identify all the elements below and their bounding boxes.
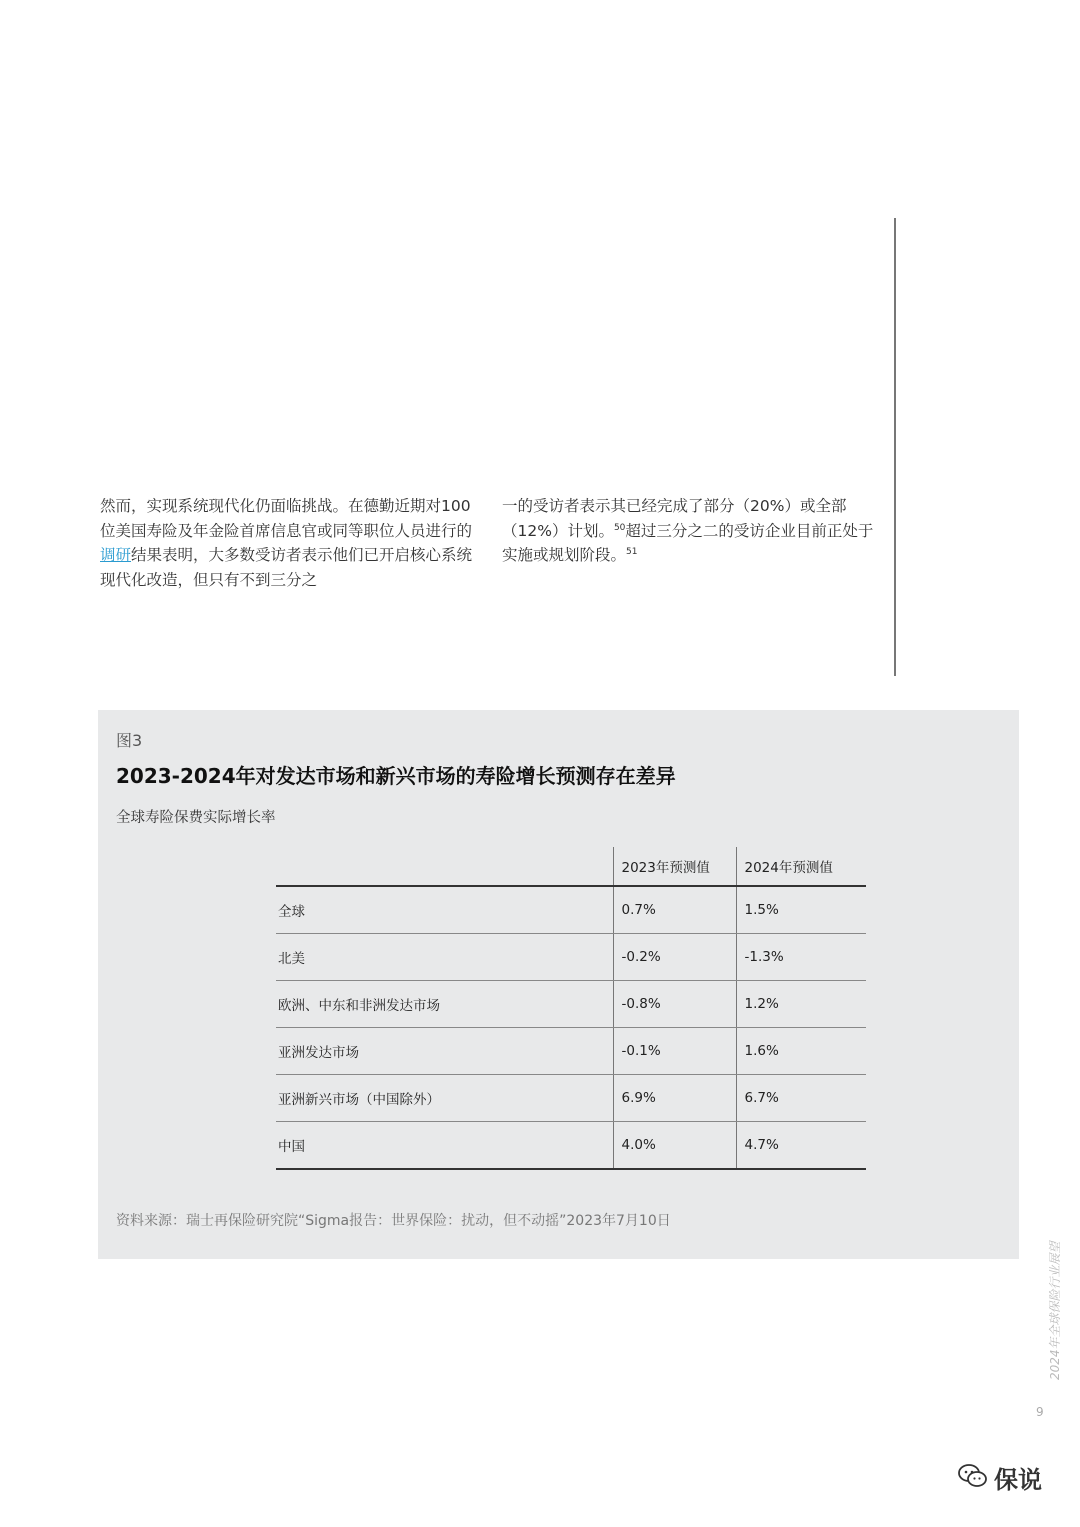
value-2024-cell: 6.7% [736, 1075, 866, 1122]
body-text-right [502, 494, 884, 568]
region-cell: 亚洲发达市场 [276, 1028, 613, 1075]
body-text-part: 超过三分之二的受访企业目前正处于实施或规划阶段。 [502, 521, 874, 564]
value-2023-cell: 6.9% [613, 1075, 736, 1122]
table-row [276, 1122, 866, 1170]
region-cell: 中国 [276, 1122, 613, 1170]
value-2024-cell: -1.3% [736, 934, 866, 981]
table-row [276, 1028, 866, 1075]
table-row [276, 1075, 866, 1122]
growth-table [276, 847, 866, 1170]
value-2024-cell: 1.5% [736, 886, 866, 934]
value-2024-cell: 4.7% [736, 1122, 866, 1170]
value-2023-cell: 4.0% [613, 1122, 736, 1170]
figure-subtitle: 全球寿险保费实际增长率 [116, 810, 276, 826]
page-number: 9 [1036, 1405, 1044, 1419]
value-2023-cell: -0.8% [613, 981, 736, 1028]
table-header-cell: 2023年预测值 [613, 847, 736, 886]
figure-source: 资料来源：瑞士再保险研究院“Sigma报告：世界保险：扰动，但不动摇”2023年7月10日 [116, 1213, 671, 1229]
footnote-ref[interactable]: 51 [626, 546, 638, 557]
region-cell: 全球 [276, 886, 613, 934]
body-text-part: 然而，实现系统现代化仍面临挑战。在德勤近期对100位美国寿险及年金险首席信息官或同等职位人员进行的 [100, 497, 473, 540]
value-2023-cell: -0.2% [613, 934, 736, 981]
table-header-row [276, 847, 866, 886]
value-2023-cell: 0.7% [613, 886, 736, 934]
region-cell: 亚洲新兴市场（中国除外） [276, 1075, 613, 1122]
region-cell: 北美 [276, 934, 613, 981]
figure-label: 图3 [116, 731, 143, 750]
footnote-ref[interactable]: 50 [613, 522, 626, 533]
value-2024-cell: 1.6% [736, 1028, 866, 1075]
region-cell: 欧洲、中东和非洲发达市场 [276, 981, 613, 1028]
body-text-part: 一的受访者表示其已经完成了部分（20%）或全部（12%）计划。 [502, 497, 847, 540]
table-header-cell: 2024年预测值 [736, 847, 866, 886]
value-2023-cell: -0.1% [613, 1028, 736, 1075]
value-2024-cell: 1.2% [736, 981, 866, 1028]
figure-title: 2023-2024年对发达市场和新兴市场的寿险增长预测存在差异 [116, 764, 676, 788]
table-header-cell [276, 847, 613, 886]
survey-link[interactable]: 调研 [100, 546, 132, 564]
table-row [276, 886, 866, 934]
wechat-icon [958, 1463, 988, 1493]
body-text-left [100, 494, 480, 592]
body-text-part: 结果表明，大多数受访者表示他们已开启核心系统现代化改造，但只有不到三分之 [100, 546, 473, 589]
figure-box [98, 710, 1019, 1259]
column-divider [894, 218, 896, 676]
table-row [276, 934, 866, 981]
table-row [276, 981, 866, 1028]
watermark [958, 1460, 1042, 1495]
side-publication-title: 2024年全球保险行业展望 [1048, 1241, 1062, 1380]
watermark-text: 保说 [994, 1466, 1042, 1494]
